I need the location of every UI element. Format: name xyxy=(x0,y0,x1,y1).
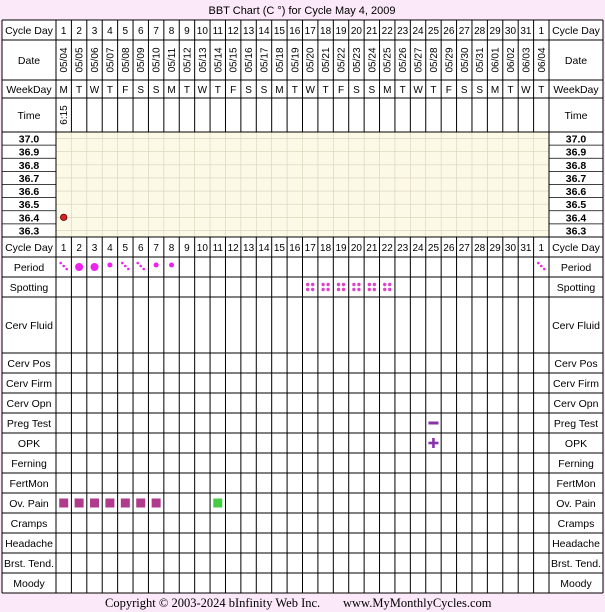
date-label: 06/01 xyxy=(490,47,502,73)
temp-tick-left: 36.6 xyxy=(18,186,40,199)
temp-tick-left: 36.9 xyxy=(18,146,40,159)
cycle-day-number: 11 xyxy=(212,26,223,37)
cycle-day-number: 30 xyxy=(504,243,517,254)
weekday-letter: T xyxy=(76,85,83,96)
date-label: 05/15 xyxy=(228,47,240,73)
temp-tick-right: 36.7 xyxy=(565,172,587,185)
label-preg-test-left: Preg Test xyxy=(6,418,52,430)
date-label: 05/19 xyxy=(290,47,302,73)
date-label: 06/04 xyxy=(536,47,548,73)
temp-tick-right: 36.6 xyxy=(565,186,587,199)
temp-tick-right: 36.9 xyxy=(565,146,587,159)
cycle-day-number: 20 xyxy=(350,243,362,254)
ov-pain-mark xyxy=(75,499,84,508)
cycle-day-number: 12 xyxy=(227,243,239,254)
cycle-day-number: 31 xyxy=(520,26,532,37)
temp-tick-left: 36.3 xyxy=(18,225,40,238)
period-dot xyxy=(537,262,540,265)
cycle-day-number: 27 xyxy=(458,243,470,254)
date-label: 05/29 xyxy=(444,47,456,73)
cycle-day-number: 16 xyxy=(289,26,301,37)
cycle-day-number: 2 xyxy=(76,243,82,254)
weekday-letter: T xyxy=(430,85,437,96)
spotting-dot xyxy=(321,288,324,291)
period-light-mark xyxy=(169,263,174,268)
temp-tick-left: 36.5 xyxy=(18,199,40,212)
period-dot xyxy=(142,268,145,271)
date-label: 05/22 xyxy=(336,47,348,73)
ov-pain-mark xyxy=(90,499,99,508)
label-fertmon-right: FertMon xyxy=(556,478,596,490)
cycle-day-number: 30 xyxy=(504,26,517,37)
period-light-mark xyxy=(154,263,159,268)
date-label: 05/30 xyxy=(459,47,471,73)
cycle-day-number: 7 xyxy=(153,243,159,254)
date-label: 05/11 xyxy=(167,47,179,73)
weekday-letter: T xyxy=(399,85,406,96)
spotting-dot xyxy=(357,283,360,286)
cycle-day-number: 15 xyxy=(273,243,285,254)
temp-tick-right: 36.3 xyxy=(565,225,587,238)
weekday-letter: S xyxy=(137,85,145,96)
date-label: 05/05 xyxy=(74,47,86,73)
label-ov-pain-right: Ov. Pain xyxy=(556,498,596,510)
label-cramps-right: Cramps xyxy=(557,518,595,530)
spotting-dot xyxy=(383,283,386,286)
temp-tick-left: 36.4 xyxy=(18,212,40,225)
label-ov-pain-left: Ov. Pain xyxy=(9,498,49,510)
cycle-day-number: 9 xyxy=(184,243,190,254)
temp-tick-left: 37.0 xyxy=(18,133,40,146)
weekday-letter: M xyxy=(59,85,68,96)
label-brst-tend-left: Brst. Tend. xyxy=(4,558,54,570)
period-dot xyxy=(127,268,130,271)
cycle-day-number: 8 xyxy=(168,243,175,254)
date-label: 06/02 xyxy=(505,47,517,73)
weekday-letter: W xyxy=(197,85,208,96)
cycle-day-number: 12 xyxy=(227,26,239,37)
label-moody-right: Moody xyxy=(560,578,592,590)
label-cycle-day-2-right: Cycle Day xyxy=(552,242,600,254)
cycle-day-number: 4 xyxy=(107,243,113,254)
label-cerv-fluid-right: Cerv Fluid xyxy=(552,320,600,332)
spotting-dot xyxy=(321,283,324,286)
spotting-dot xyxy=(352,288,355,291)
spotting-dot xyxy=(352,283,355,286)
spotting-dot xyxy=(311,283,314,286)
preg-test-negative-mark xyxy=(428,422,438,425)
weekday-letter: F xyxy=(445,85,452,96)
label-weekday-right: WeekDay xyxy=(553,84,599,96)
label-cerv-pos-right: Cerv Pos xyxy=(554,358,598,370)
spotting-dot xyxy=(368,288,371,291)
cycle-day-number: 11 xyxy=(212,243,223,254)
cycle-day-number: 18 xyxy=(320,243,332,254)
label-date-right: Date xyxy=(564,55,588,67)
cycle-day-number: 1 xyxy=(538,243,545,254)
weekday-letter: S xyxy=(260,85,268,96)
temp-tick-right: 36.4 xyxy=(565,212,587,225)
label-spotting-left: Spotting xyxy=(9,282,49,294)
label-cramps-left: Cramps xyxy=(10,518,48,530)
label-cycle-day-right: Cycle Day xyxy=(552,25,600,37)
cycle-day-number: 1 xyxy=(60,26,67,37)
spotting-dot xyxy=(326,283,329,286)
cycle-day-number: 1 xyxy=(60,243,67,254)
date-label: 05/16 xyxy=(244,47,256,73)
weekday-letter: F xyxy=(230,85,237,96)
date-label: 05/25 xyxy=(382,47,394,73)
cycle-day-number: 24 xyxy=(412,243,424,254)
spotting-dot xyxy=(368,283,371,286)
cycle-day-number: 21 xyxy=(366,243,378,254)
weekday-letter: T xyxy=(538,85,545,96)
cycle-day-number: 3 xyxy=(91,26,98,37)
spotting-dot xyxy=(306,283,309,286)
date-label: 05/20 xyxy=(305,47,317,73)
cycle-day-number: 26 xyxy=(443,26,455,37)
date-label: 05/26 xyxy=(398,47,410,73)
cycle-day-number: 15 xyxy=(273,26,285,37)
label-period-right: Period xyxy=(560,262,592,274)
cycle-day-number: 14 xyxy=(258,26,270,37)
footer-copyright: Copyright © 2003-2024 bInfinity Web Inc. xyxy=(105,596,321,610)
label-time-right: Time xyxy=(564,110,588,122)
cycle-day-number: 31 xyxy=(520,243,532,254)
spotting-dot xyxy=(337,283,340,286)
label-cycle-day-left: Cycle Day xyxy=(5,25,53,37)
period-dot xyxy=(136,262,139,265)
spotting-dot xyxy=(342,288,345,291)
label-period-left: Period xyxy=(13,262,45,274)
label-opk-right: OPK xyxy=(564,438,588,450)
cycle-day-number: 22 xyxy=(381,26,393,37)
period-heavy-mark xyxy=(91,263,99,271)
date-label: 05/17 xyxy=(259,47,271,73)
cycle-day-number: 26 xyxy=(443,243,455,254)
cycle-day-number: 17 xyxy=(304,26,316,37)
temp-tick-right: 36.8 xyxy=(565,159,587,172)
label-opk-left: OPK xyxy=(17,438,41,450)
date-label: 05/08 xyxy=(120,47,132,73)
date-label: 05/07 xyxy=(105,47,117,73)
weekday-letter: M xyxy=(275,85,284,96)
temp-tick-right: 37.0 xyxy=(565,133,587,146)
period-dot xyxy=(62,265,65,268)
weekday-letter: T xyxy=(507,85,514,96)
period-dot xyxy=(59,262,62,265)
spotting-dot xyxy=(311,288,314,291)
period-dot xyxy=(121,262,124,265)
date-label: 05/09 xyxy=(136,47,148,73)
cycle-day-number: 1 xyxy=(538,26,545,37)
cycle-day-number: 24 xyxy=(412,26,424,37)
spotting-dot xyxy=(383,288,386,291)
chart-title: BBT Chart (C °) for Cycle May 4, 2009 xyxy=(208,5,396,17)
cycle-day-number: 13 xyxy=(243,243,255,254)
weekday-letter: S xyxy=(353,85,360,96)
cycle-day-number: 16 xyxy=(289,243,301,254)
cycle-day-number: 5 xyxy=(122,243,129,254)
weekday-letter: S xyxy=(368,85,376,96)
ov-pain-mark xyxy=(59,499,68,508)
spotting-dot xyxy=(388,283,391,286)
label-time-left: Time xyxy=(17,110,41,122)
date-label: 06/03 xyxy=(521,47,533,73)
temperature-point xyxy=(61,214,67,220)
weekday-letter: T xyxy=(291,85,298,96)
spotting-dot xyxy=(337,288,340,291)
ov-pain-mark xyxy=(121,499,130,508)
date-label: 05/24 xyxy=(367,47,379,73)
label-brst-tend-right: Brst. Tend. xyxy=(551,558,601,570)
weekday-letter: T xyxy=(106,85,113,96)
cycle-day-number: 6 xyxy=(137,26,144,37)
cycle-day-number: 29 xyxy=(489,26,501,37)
date-label: 05/13 xyxy=(197,47,209,73)
cycle-day-number: 8 xyxy=(168,26,175,37)
cycle-day-number: 10 xyxy=(196,243,208,254)
weekday-letter: S xyxy=(476,85,484,96)
temp-tick-left: 36.7 xyxy=(18,172,40,185)
cycle-day-number: 17 xyxy=(304,243,316,254)
weekday-letter: S xyxy=(245,85,252,96)
spotting-dot xyxy=(388,288,391,291)
weekday-letter: S xyxy=(460,85,468,96)
period-dot xyxy=(543,268,546,271)
cycle-day-number: 19 xyxy=(335,26,347,37)
period-light-mark xyxy=(107,263,112,268)
cycle-day-number: 5 xyxy=(122,26,129,37)
date-label: 05/04 xyxy=(59,47,71,73)
cycle-day-number: 9 xyxy=(184,26,190,37)
cycle-day-number: 27 xyxy=(458,26,470,37)
label-weekday-left: WeekDay xyxy=(6,84,52,96)
label-fertmon-left: FertMon xyxy=(9,478,49,490)
period-heavy-mark xyxy=(75,263,83,271)
opk-plus-v xyxy=(432,438,435,448)
weekday-letter: F xyxy=(337,85,345,96)
temp-tick-right: 36.5 xyxy=(565,199,587,212)
date-label: 05/28 xyxy=(428,47,440,73)
date-label: 05/10 xyxy=(151,47,163,73)
ov-pain-mark xyxy=(213,499,222,508)
cycle-day-number: 4 xyxy=(107,26,113,37)
label-cycle-day-2-left: Cycle Day xyxy=(5,242,53,254)
cycle-day-number: 3 xyxy=(91,243,98,254)
cycle-day-number: 7 xyxy=(153,26,159,37)
date-label: 05/21 xyxy=(321,47,333,73)
cycle-day-number: 25 xyxy=(427,243,440,254)
date-label: 05/06 xyxy=(90,47,102,73)
weekday-letter: W xyxy=(305,85,315,96)
spotting-dot xyxy=(357,288,360,291)
date-label: 05/14 xyxy=(213,47,225,73)
cycle-day-number: 28 xyxy=(474,243,486,254)
cycle-day-number: 28 xyxy=(474,26,486,37)
weekday-letter: M xyxy=(383,85,392,96)
period-dot xyxy=(139,265,142,268)
cycle-day-number: 10 xyxy=(196,26,208,37)
label-ferning-right: Ferning xyxy=(558,458,594,470)
label-ferning-left: Ferning xyxy=(11,458,47,470)
weekday-letter: M xyxy=(490,85,500,96)
period-dot xyxy=(540,265,543,268)
period-dot xyxy=(124,265,127,268)
cycle-day-number: 22 xyxy=(381,243,393,254)
cycle-day-number: 20 xyxy=(350,26,362,37)
ov-pain-mark xyxy=(136,499,145,508)
label-headache-left: Headache xyxy=(5,538,53,550)
label-cerv-fluid-left: Cerv Fluid xyxy=(5,320,53,332)
weekday-letter: T xyxy=(183,85,191,96)
label-cerv-opn-left: Cerv Opn xyxy=(6,398,52,410)
footer-website[interactable]: www.MyMonthlyCycles.com xyxy=(343,596,492,610)
date-label: 05/18 xyxy=(274,47,286,73)
cycle-day-number: 13 xyxy=(243,26,255,37)
date-label: 05/23 xyxy=(351,47,363,73)
label-moody-left: Moody xyxy=(13,578,45,590)
time-label: 6:15 xyxy=(59,105,71,125)
spotting-dot xyxy=(342,283,345,286)
label-cerv-firm-right: Cerv Firm xyxy=(552,378,600,390)
label-cerv-firm-left: Cerv Firm xyxy=(5,378,53,390)
cycle-day-number: 18 xyxy=(320,26,332,37)
weekday-letter: W xyxy=(89,85,100,96)
cycle-day-number: 19 xyxy=(335,243,347,254)
cycle-day-number: 6 xyxy=(137,243,144,254)
cycle-day-number: 25 xyxy=(427,26,440,37)
label-cerv-pos-left: Cerv Pos xyxy=(7,358,51,370)
weekday-letter: T xyxy=(322,85,329,96)
label-cerv-opn-right: Cerv Opn xyxy=(553,398,599,410)
ov-pain-mark xyxy=(152,499,161,508)
ov-pain-mark xyxy=(105,499,114,508)
label-headache-right: Headache xyxy=(552,538,600,550)
label-preg-test-right: Preg Test xyxy=(553,418,599,430)
cycle-day-number: 14 xyxy=(258,243,270,254)
spotting-dot xyxy=(326,288,329,291)
cycle-day-number: 23 xyxy=(397,243,409,254)
cycle-day-number: 23 xyxy=(397,26,409,37)
weekday-letter: W xyxy=(413,85,423,96)
cycle-day-number: 2 xyxy=(76,26,82,37)
date-label: 05/31 xyxy=(475,47,487,73)
weekday-letter: W xyxy=(521,85,531,96)
spotting-dot xyxy=(306,288,309,291)
period-dot xyxy=(65,268,68,271)
label-spotting-right: Spotting xyxy=(556,282,596,294)
weekday-letter: M xyxy=(167,85,176,96)
weekday-letter: F xyxy=(122,85,129,96)
temp-tick-left: 36.8 xyxy=(18,159,40,172)
cycle-day-number: 29 xyxy=(489,243,501,254)
cycle-day-number: 21 xyxy=(366,26,378,37)
weekday-letter: T xyxy=(214,85,221,96)
label-date-left: Date xyxy=(17,55,41,67)
spotting-dot xyxy=(373,283,376,286)
weekday-letter: S xyxy=(152,85,160,96)
date-label: 05/12 xyxy=(182,47,194,73)
spotting-dot xyxy=(373,288,376,291)
date-label: 05/27 xyxy=(413,47,425,73)
